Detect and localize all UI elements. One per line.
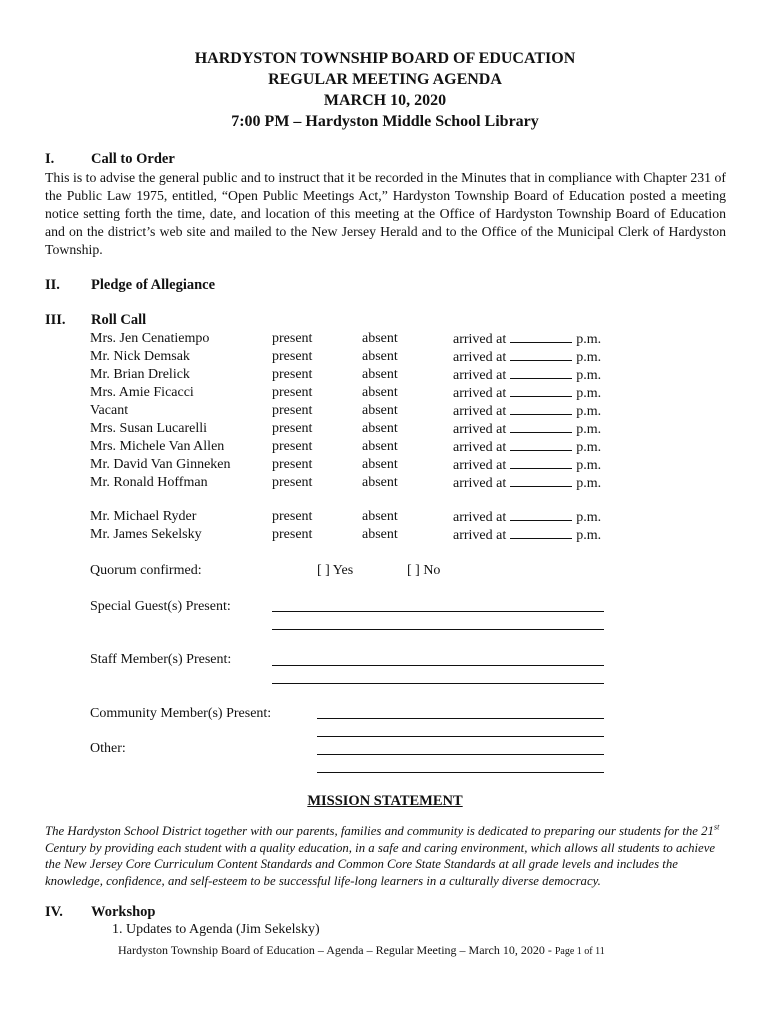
roll-call-row: [90, 420, 620, 438]
arrived-label: arrived at: [453, 404, 507, 419]
arrived-at-field[interactable]: [453, 402, 601, 421]
arrived-label: arrived at: [453, 476, 507, 491]
meeting-date: MARCH 10, 2020: [323, 92, 447, 109]
section-title: Workshop: [91, 904, 156, 920]
meeting-type: REGULAR MEETING AGENDA: [268, 71, 502, 88]
roll-call-row: [90, 456, 620, 474]
present-option[interactable]: present: [272, 439, 313, 454]
arrived-label: arrived at: [453, 332, 507, 347]
roll-call-row: [90, 508, 620, 526]
arrived-at-field[interactable]: [453, 330, 601, 349]
staff-members-label: Staff Member(s) Present:: [90, 652, 232, 667]
quorum-yes-checkbox[interactable]: [ ] Yes: [317, 563, 354, 578]
present-option[interactable]: present: [272, 509, 313, 524]
arrived-label: arrived at: [453, 510, 507, 525]
member-name: Mrs. Amie Ficacci: [90, 385, 194, 400]
workshop-item-1: 1. Updates to Agenda (Jim Sekelsky): [112, 922, 320, 937]
present-option[interactable]: present: [272, 367, 313, 382]
mission-statement-text: [45, 823, 725, 889]
arrival-time-blank[interactable]: [510, 348, 572, 361]
community-members-line[interactable]: [317, 736, 604, 737]
roll-call-row: [90, 474, 620, 492]
absent-option[interactable]: absent: [362, 367, 398, 382]
member-name: Mrs. Jen Cenatiempo: [90, 331, 210, 346]
section-title: Pledge of Allegiance: [91, 277, 216, 293]
pm-label: p.m.: [576, 528, 602, 543]
mission-text-part: The Hardyston School District together with our parents, families and community is dedicated to preparing our students for the 21: [45, 824, 714, 838]
section-pledge: [45, 277, 215, 294]
absent-option[interactable]: absent: [362, 385, 398, 400]
pm-label: p.m.: [576, 422, 602, 437]
roll-call-row: [90, 526, 620, 544]
present-option[interactable]: present: [272, 385, 313, 400]
mission-statement-title: MISSION STATEMENT: [307, 793, 463, 809]
arrived-at-field[interactable]: [453, 420, 601, 439]
pm-label: p.m.: [576, 350, 602, 365]
arrived-label: arrived at: [453, 368, 507, 383]
arrived-label: arrived at: [453, 350, 507, 365]
arrival-time-blank[interactable]: [510, 474, 572, 487]
section-title: Call to Order: [91, 151, 175, 167]
member-name: Mr. Brian Drelick: [90, 367, 190, 382]
absent-option[interactable]: absent: [362, 509, 398, 524]
member-name: Mr. James Sekelsky: [90, 527, 202, 542]
page-footer: [118, 943, 605, 958]
arrival-time-blank[interactable]: [510, 402, 572, 415]
arrived-at-field[interactable]: [453, 508, 601, 527]
member-name: Mr. David Van Ginneken: [90, 457, 231, 472]
special-guests-label: Special Guest(s) Present:: [90, 599, 231, 614]
arrived-at-field[interactable]: [453, 456, 601, 475]
roll-call-row: [90, 402, 620, 420]
quorum-label: Quorum confirmed:: [90, 563, 202, 578]
arrival-time-blank[interactable]: [510, 438, 572, 451]
other-line[interactable]: [317, 772, 604, 773]
pm-label: p.m.: [576, 510, 602, 525]
section-workshop: [45, 904, 155, 921]
roll-call-row: [90, 384, 620, 402]
section-number: II.: [45, 277, 60, 293]
arrival-time-blank[interactable]: [510, 420, 572, 433]
absent-option[interactable]: absent: [362, 439, 398, 454]
section-number: IV.: [45, 904, 63, 920]
page-number: Page 1 of 11: [554, 946, 605, 957]
present-option[interactable]: present: [272, 475, 313, 490]
roll-call-row: [90, 366, 620, 384]
special-guests-line[interactable]: [272, 629, 604, 630]
arrived-label: arrived at: [453, 422, 507, 437]
arrival-time-blank[interactable]: [510, 526, 572, 539]
arrived-at-field[interactable]: [453, 474, 601, 493]
member-name: Mr. Ronald Hoffman: [90, 475, 208, 490]
absent-option[interactable]: absent: [362, 403, 398, 418]
staff-members-line[interactable]: [272, 683, 604, 684]
community-members-label: Community Member(s) Present:: [90, 706, 272, 721]
pm-label: p.m.: [576, 386, 602, 401]
member-name: Vacant: [90, 403, 129, 418]
section-number: I.: [45, 151, 55, 167]
absent-option[interactable]: absent: [362, 457, 398, 472]
meeting-time-location: 7:00 PM – Hardyston Middle School Library: [231, 113, 539, 130]
present-option[interactable]: present: [272, 403, 313, 418]
present-option[interactable]: present: [272, 527, 313, 542]
roll-call-row: [90, 348, 620, 366]
member-name: Mrs. Susan Lucarelli: [90, 421, 208, 436]
present-option[interactable]: present: [272, 457, 313, 472]
section-roll-call: [45, 312, 146, 329]
pm-label: p.m.: [576, 332, 602, 347]
staff-members-line[interactable]: [272, 665, 604, 666]
footer-text: Hardyston Township Board of Education – Agenda – Regular Meeting – March 10, 2020 -: [118, 943, 555, 957]
section-title: Roll Call: [91, 312, 147, 328]
call-to-order-text: This is to advise the general public and to instruct that it be recorded in the Minutes that in compliance with Chapter 231 of the Public Law 1975, entitled, “Open Public Meetings Act,” Hardyston Township Board of Education posted a meeting notice setting forth the time, date, and location of this meeting at the Office of Hardyston Township Board of Education and on the district’s web site and mailed to the New Jersey Herald and to the Office of the Municipal Clerk of Hardyston Township.: [45, 170, 726, 257]
member-name: Mr. Nick Demsak: [90, 349, 190, 364]
absent-option[interactable]: absent: [362, 475, 398, 490]
mission-text-part: Century by providing each student with a quality education, in a safe and caring environment, which allows all students to achieve the New Jersey Core Curriculum Content Standards and Common Core State Standards at all grade levels and includes the knowledge, confidence, and self-esteem to be successful life-long learners in a culturally diverse democracy.: [45, 840, 716, 888]
arrived-label: arrived at: [453, 440, 507, 455]
present-option[interactable]: present: [272, 349, 313, 364]
community-members-line[interactable]: [317, 718, 604, 719]
pm-label: p.m.: [576, 458, 602, 473]
arrived-label: arrived at: [453, 528, 507, 543]
arrived-label: arrived at: [453, 386, 507, 401]
member-name: Mrs. Michele Van Allen: [90, 439, 225, 454]
pm-label: p.m.: [576, 404, 602, 419]
board-title: HARDYSTON TOWNSHIP BOARD OF EDUCATION: [194, 50, 576, 67]
other-line[interactable]: [317, 754, 604, 755]
roll-call-row: [90, 438, 620, 456]
present-option[interactable]: present: [272, 331, 313, 346]
arrival-time-blank[interactable]: [510, 330, 572, 343]
arrival-time-blank[interactable]: [510, 384, 572, 397]
mission-superscript: st: [713, 822, 720, 832]
arrived-at-field[interactable]: [453, 526, 601, 545]
quorum-no-checkbox[interactable]: [ ] No: [407, 563, 441, 578]
special-guests-line[interactable]: [272, 611, 604, 612]
absent-option[interactable]: absent: [362, 527, 398, 542]
arrival-time-blank[interactable]: [510, 508, 572, 521]
absent-option[interactable]: absent: [362, 421, 398, 436]
pm-label: p.m.: [576, 440, 602, 455]
arrival-time-blank[interactable]: [510, 366, 572, 379]
arrived-label: arrived at: [453, 458, 507, 473]
arrival-time-blank[interactable]: [510, 456, 572, 469]
arrived-at-field[interactable]: [453, 366, 601, 385]
arrived-at-field[interactable]: [453, 384, 601, 403]
pm-label: p.m.: [576, 476, 602, 491]
member-name: Mr. Michael Ryder: [90, 509, 197, 524]
arrived-at-field[interactable]: [453, 348, 601, 367]
section-call-to-order: [45, 151, 175, 168]
arrived-at-field[interactable]: [453, 438, 601, 457]
present-option[interactable]: present: [272, 421, 313, 436]
roll-call-row: [90, 330, 620, 348]
absent-option[interactable]: absent: [362, 349, 398, 364]
other-label: Other:: [90, 741, 126, 756]
absent-option[interactable]: absent: [362, 331, 398, 346]
section-number: III.: [45, 312, 66, 328]
pm-label: p.m.: [576, 368, 602, 383]
